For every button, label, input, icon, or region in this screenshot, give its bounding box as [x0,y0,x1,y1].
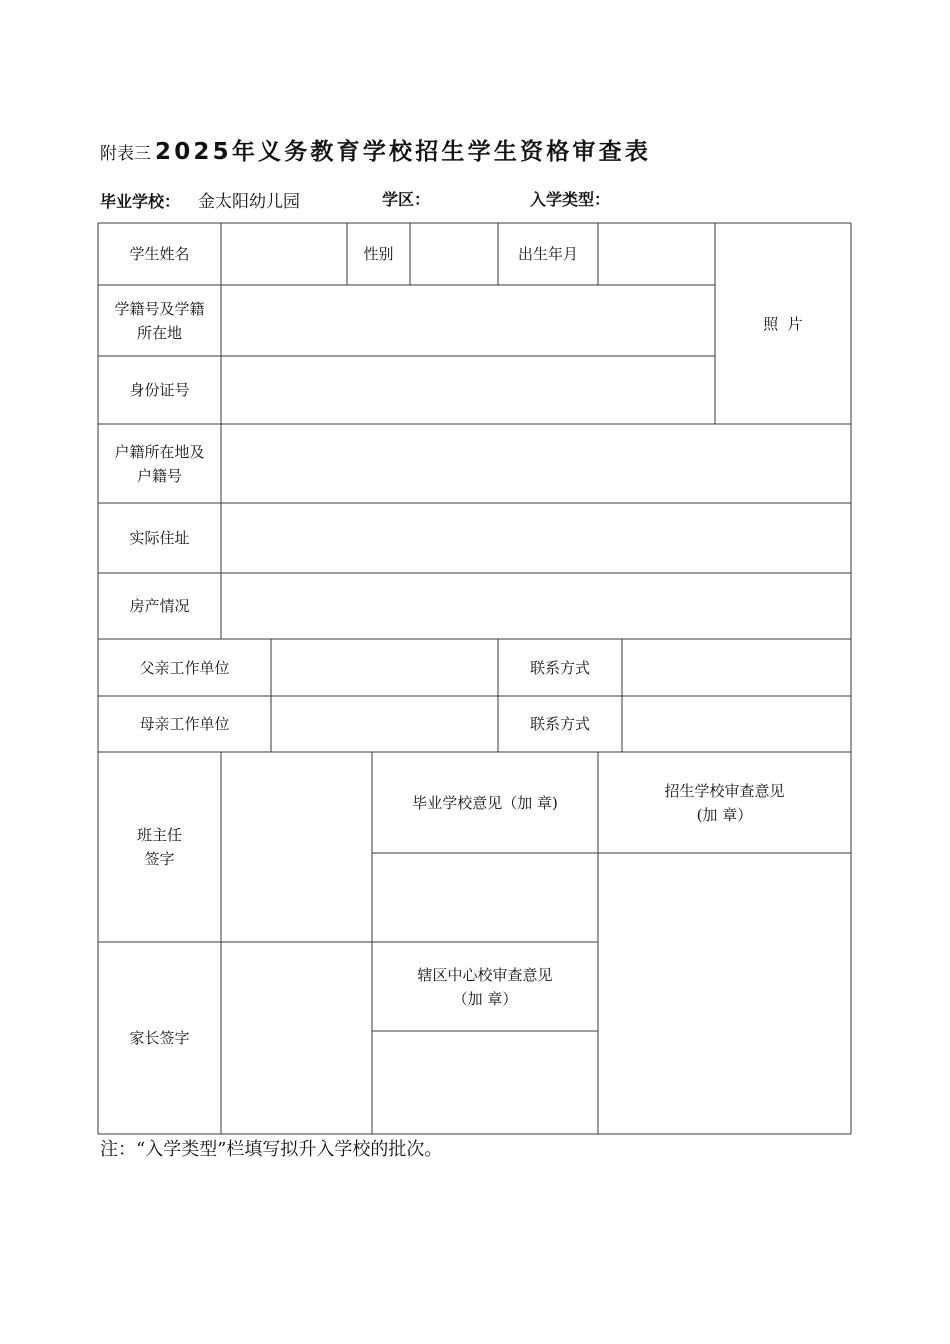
household-label: 户籍所在地及 户籍号 [114,442,205,485]
father-contact-label: 联系方式 [529,658,590,677]
student-name-field[interactable] [221,223,347,285]
id-card-label: 身份证号 [129,381,190,399]
title-prefix: 附表三 [100,144,151,164]
mother-work-field[interactable] [271,696,498,752]
district-center-opinion-label: 辖区中心校审查意见 （加 章） [417,965,553,1008]
id-card-field[interactable] [221,356,715,424]
mother-contact-label: 联系方式 [529,715,590,733]
gender-label: 性别 [363,245,394,263]
student-name-label: 学生姓名 [129,245,190,263]
student-id-field[interactable] [221,285,715,356]
grad-school-opinion-label: 毕业学校意见（加 章) [412,793,558,812]
admission-type-info [530,187,628,210]
district-center-opinion-field[interactable] [372,1031,598,1134]
district-info [382,187,448,210]
teacher-sign-label: 班主任 签字 [136,826,182,868]
enroll-school-opinion-field[interactable] [598,853,851,1134]
form-title [100,133,651,166]
footnote: 注：“入学类型”栏填写拟升入学校的批次。 [100,1139,443,1160]
father-work-label: 父亲工作单位 [139,658,230,677]
father-work-field[interactable] [271,639,498,696]
address-field[interactable] [221,503,851,573]
mother-work-label: 母亲工作单位 [139,715,230,733]
household-field[interactable] [221,424,851,503]
parent-sign-label: 家长签字 [129,1029,190,1047]
teacher-sign-field[interactable] [221,752,372,942]
enroll-school-opinion-label: 招生学校审查意见 (加 章） [664,781,785,824]
graduation-school-label: 毕业学校： [100,192,181,211]
gender-field[interactable] [410,223,498,285]
father-contact-field[interactable] [622,639,851,696]
admission-type-label: 入学类型： [530,190,611,209]
title-main: 2025年义务教育学校招生学生资格审查表 [155,139,652,165]
birth-field[interactable] [598,223,715,285]
grad-school-opinion-field[interactable] [372,853,598,942]
address-label: 实际住址 [129,529,190,547]
housing-field[interactable] [221,573,851,639]
district-label: 学区： [382,190,431,209]
photo-box[interactable]: 照 片 [763,314,803,333]
mother-contact-field[interactable] [622,696,851,752]
housing-label: 房产情况 [129,597,190,615]
graduation-school-info [100,187,300,212]
student-id-label: 学籍号及学籍 所在地 [114,299,205,342]
graduation-school-value[interactable]: 金太阳幼儿园 [198,192,301,212]
birth-label: 出生年月 [517,245,578,263]
parent-sign-field[interactable] [221,942,372,1134]
